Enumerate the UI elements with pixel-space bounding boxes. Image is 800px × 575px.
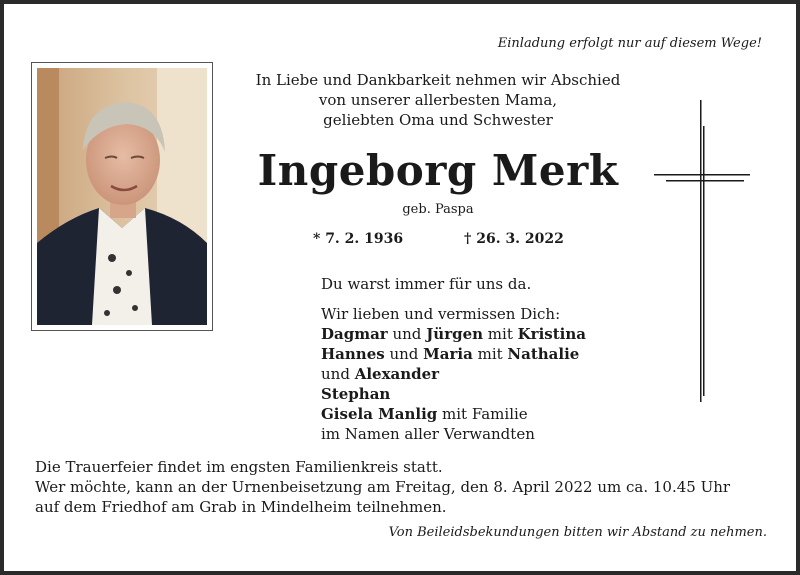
- birth-name: geb. Paspa: [402, 202, 474, 217]
- condolence-note: Von Beileidsbekundungen bitten wir Abstand zu nehmen.: [388, 525, 767, 540]
- family-intro: Wir lieben und vermissen Dich:: [321, 305, 561, 323]
- funeral-info: [35, 457, 730, 517]
- portrait-frame: [31, 62, 213, 331]
- family-line: Gisela Manlig mit Familie: [321, 405, 528, 423]
- portrait-photo: [37, 68, 207, 325]
- family-line: Stephan: [321, 385, 391, 403]
- motto: Du warst immer für uns da.: [321, 275, 532, 293]
- family-line: Hannes und Maria mit Nathalie: [321, 345, 580, 363]
- intro-line: geliebten Oma und Schwester: [323, 111, 553, 129]
- invitation-note: Einladung erfolgt nur auf diesem Wege!: [497, 36, 762, 51]
- cross-icon: [654, 100, 750, 402]
- birth-date: * 7. 2. 1936: [313, 231, 404, 247]
- deceased-name: Ingeborg Merk: [257, 146, 619, 195]
- life-dates: [313, 231, 564, 247]
- family-line: Dagmar und Jürgen mit Kristina: [321, 325, 586, 343]
- funeral-line: Die Trauerfeier findet im engsten Familienkreis statt.: [35, 458, 443, 476]
- family-list: [321, 304, 586, 444]
- family-closing: im Namen aller Verwandten: [321, 425, 535, 443]
- intro-line: In Liebe und Dankbarkeit nehmen wir Abschied: [255, 71, 621, 89]
- family-line: und Alexander: [321, 365, 440, 383]
- farewell-intro: [228, 70, 648, 130]
- funeral-line: auf dem Friedhof am Grab in Mindelheim teilnehmen.: [35, 498, 447, 516]
- funeral-line: Wer möchte, kann an der Urnenbeisetzung am Freitag, den 8. April 2022 um ca. 10.45 Uhr: [35, 478, 731, 496]
- intro-line: von unserer allerbesten Mama,: [318, 91, 558, 109]
- death-date: † 26. 3. 2022: [464, 231, 564, 247]
